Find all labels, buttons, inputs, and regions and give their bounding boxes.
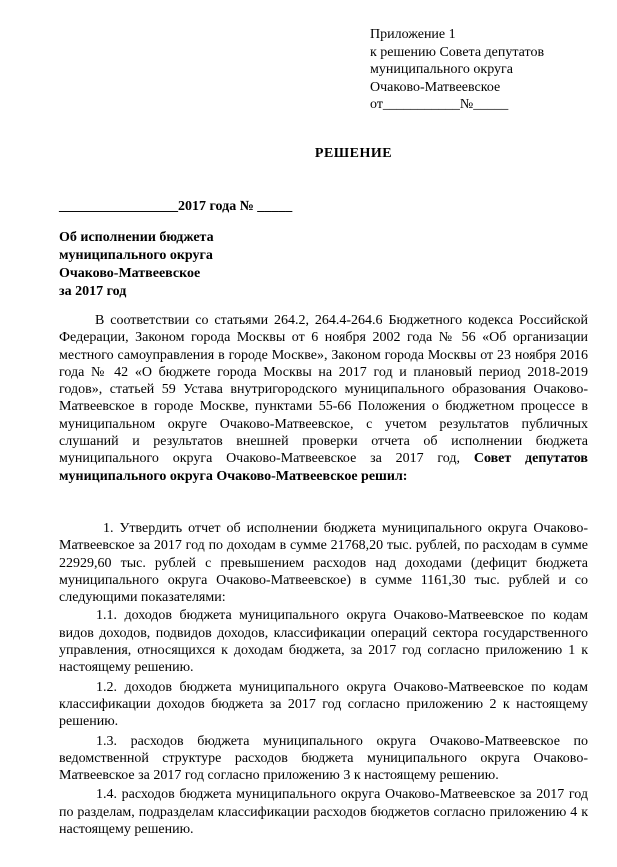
preamble-text: В соответствии со статьями 264.2, 264.4-264.6 Бюджетного кодекса Российской Федерации, Законом города Москвы от 6 ноября 2002 года № 56 «Об организации местного самоуправления в городе Москве», Законом города Москвы от 23 ноября 2016 года № 42 «О бюджете города Москвы на 2017 год и плановый период 2018-2019 годов», статьей 59 Устава внутригородского муниципального образования Очаково-Матвеевское в городе Москве, пунктами 55-66 Положения о бюджетном процессе в муниципальном округе Очаково-Матвеевское, с учетом результатов публичных слушаний и результатов внешней проверки отчета об исполнении бюджета муниципального округа Очаково-Матвеевское за 2017 год, — [59, 313, 588, 467]
point-1-2: 1.2. доходов бюджета муниципального округа Очаково-Матвеевское по кодам классификации доходов бюджета за 2017 год согласно приложению 2 к настоящему решению. — [59, 679, 588, 730]
subject-line: Об исполнении бюджета — [59, 230, 214, 245]
appendix-line: Приложение 1 — [370, 27, 456, 42]
appendix-line: муниципального округа — [370, 62, 513, 77]
decision-points — [59, 520, 588, 838]
decision-subject — [59, 229, 214, 301]
point-1: 1. Утвердить отчет об исполнении бюджета муниципального округа Очаково-Матвеевское за 2017 год по доходам в сумме 21768,20 тыс. рублей, по расходам в сумме 22929,60 тыс. рублей с превышением расходов над доходами (дефицит бюджета муниципального округа Очаково-Матвеевское) в сумме 1161,30 тыс. рублей и со следующими показателями: — [59, 521, 588, 606]
preamble-paragraph — [59, 312, 588, 485]
point-1-1: 1.1. доходов бюджета муниципального округа Очаково-Матвеевское по кодам видов доходов, подвидов доходов, классификации операций сектора государственного управления, относящихся к доходам бюджета, за 2017 год согласно приложению 1 к настоящему решению. — [59, 608, 588, 676]
point-1-3: 1.3. расходов бюджета муниципального округа Очаково-Матвеевское по ведомственной структуре расходов бюджета муниципального округа Очаково-Матвеевское за 2017 год согласно приложению 3 к настоящему решению. — [59, 733, 588, 784]
document-title-wrap — [0, 146, 617, 162]
subject-line: за 2017 год — [59, 284, 127, 299]
document-title: РЕШЕНИЕ — [314, 146, 393, 161]
date-number-line: _________________2017 года № _____ — [59, 199, 293, 214]
subject-line: Очаково-Матвеевское — [59, 266, 201, 281]
point-1-4: 1.4. расходов бюджета муниципального округа Очаково-Матвеевское за 2017 год по разделам, подразделам классификации расходов бюджетов согласно приложению 4 к настоящему решению. — [59, 787, 588, 838]
preamble — [59, 312, 588, 485]
appendix-line: к решению Совета депутатов — [370, 44, 545, 60]
subject-line: муниципального округа — [59, 248, 213, 263]
preamble-resolution: Совет депутатов муниципального округа Очаково-Матвеевское решил: — [59, 451, 588, 484]
appendix-header — [370, 26, 544, 114]
appendix-line: от___________№_____ — [370, 97, 509, 112]
appendix-line: Очаково-Матвеевское — [370, 79, 501, 95]
